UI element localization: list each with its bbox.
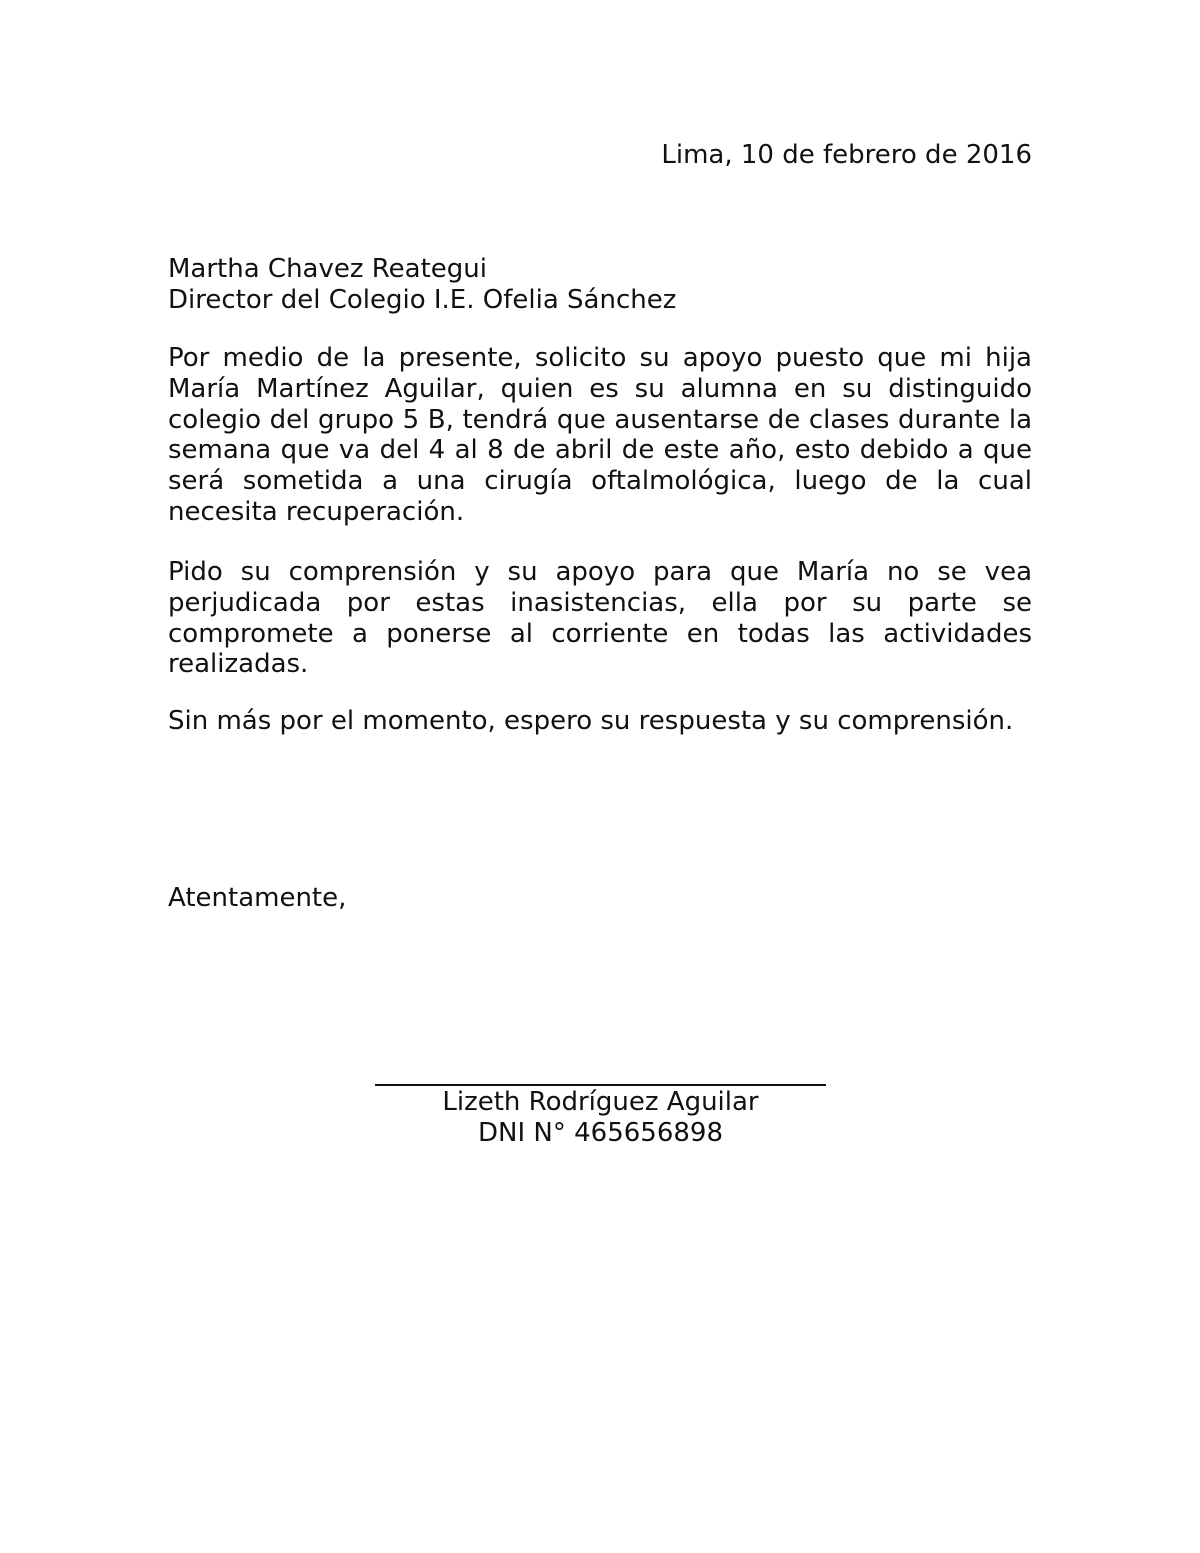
signature-line	[375, 1084, 826, 1086]
closing: Atentamente,	[168, 883, 347, 913]
body-paragraph-3: Sin más por el momento, espero su respuesta y su comprensión.	[168, 706, 1014, 736]
body-paragraph-2: Pido su comprensión y su apoyo para que María no se vea perjudicada por estas inasistencias, ella por su parte se compromete a ponerse al corriente en todas las actividades realizadas.	[168, 557, 1032, 680]
signature-block	[375, 1087, 826, 1149]
signer-name: Lizeth Rodríguez Aguilar	[442, 1087, 759, 1117]
body-paragraph-1: Por medio de la presente, solicito su apoyo puesto que mi hija María Martínez Aguilar, quien es su alumna en su distinguido colegio del grupo 5 B, tendrá que ausentarse de clases durante la semana que va del 4 al 8 de abril de este año, esto debido a que será sometida a una cirugía oftalmológica, luego de la cual necesita recuperación.	[168, 343, 1032, 527]
signer-id: DNI N° 465656898	[478, 1118, 723, 1148]
recipient-title: Director del Colegio I.E. Ofelia Sánchez	[168, 285, 677, 315]
place-date: Lima, 10 de febrero de 2016	[661, 140, 1032, 170]
recipient-name: Martha Chavez Reategui	[168, 254, 488, 284]
recipient-block	[168, 254, 676, 316]
